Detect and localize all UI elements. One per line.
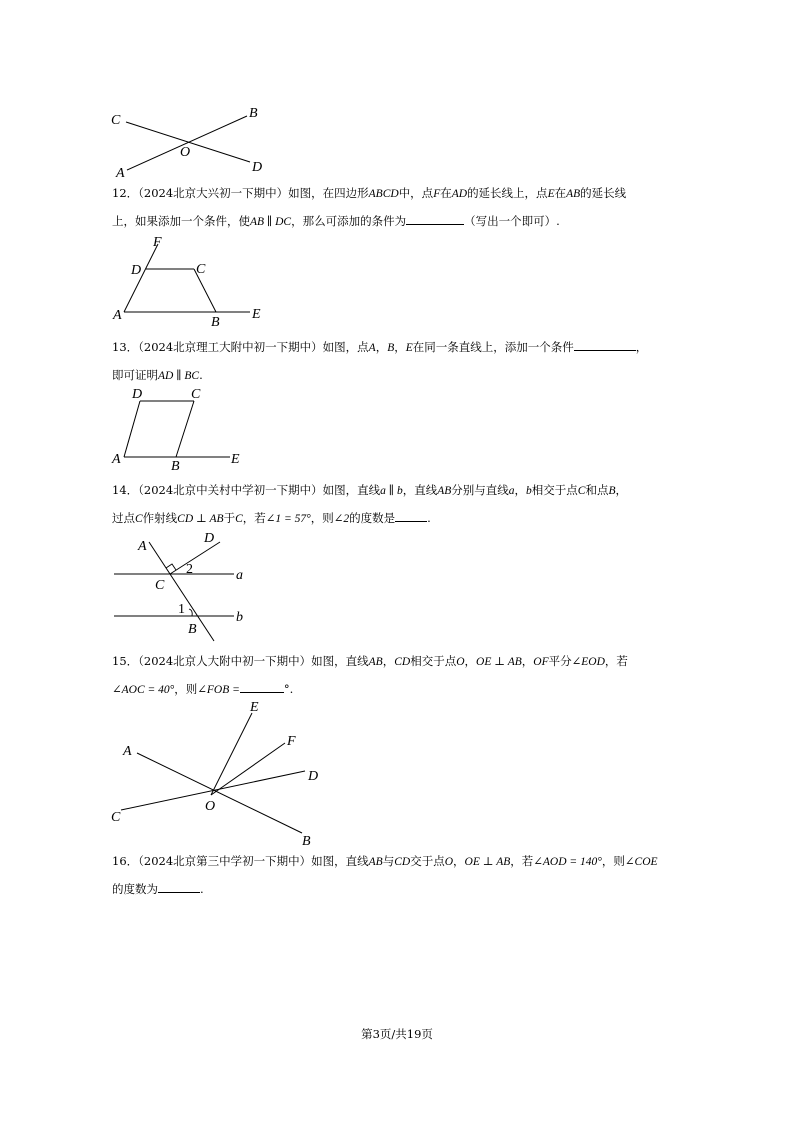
question-12 xyxy=(112,180,682,236)
line-ab xyxy=(127,116,247,170)
q15-answer-blank[interactable] xyxy=(240,680,284,693)
q12-text: 中，点 xyxy=(398,186,434,200)
q16-var: CD xyxy=(394,856,411,868)
q14-answer-blank[interactable] xyxy=(395,509,427,522)
q13-text: 在同一条直线上，添加一个条件 xyxy=(412,340,574,354)
q12-text: （写出一个即可）. xyxy=(464,214,560,228)
ray-oe xyxy=(211,713,252,795)
ray-of xyxy=(211,743,285,795)
q15-number: 15． xyxy=(112,654,139,668)
q14-text: ， xyxy=(615,483,627,497)
q13-text: ， xyxy=(635,340,648,354)
q15-var: ∠FOB = xyxy=(197,684,240,696)
label-d: D xyxy=(131,263,142,278)
label-c: C xyxy=(196,262,206,277)
q15-var: ∠EOD xyxy=(571,656,605,668)
q12-var: AD xyxy=(451,188,468,200)
figure-q11 xyxy=(105,100,275,178)
angle-1-arc xyxy=(189,609,192,616)
q16-text: . xyxy=(200,882,204,896)
question-13 xyxy=(112,334,682,390)
q12-text: 的延长线上，点 xyxy=(467,186,548,200)
q14-text: 和点 xyxy=(585,483,609,497)
page-footer: 第3页/共19页 xyxy=(361,1027,433,1041)
label-b: B xyxy=(188,622,197,637)
q14-text: ，则 xyxy=(310,511,334,525)
q15-text: 平分 xyxy=(548,654,572,668)
q14-var: b xyxy=(526,485,532,497)
q16-text: 的度数为 xyxy=(112,882,158,896)
figure-q14 xyxy=(110,528,270,646)
q15-var: OF xyxy=(533,656,549,668)
label-o: O xyxy=(180,145,191,160)
right-angle-mark xyxy=(166,564,176,570)
q13-text: 如图，点 xyxy=(322,340,369,354)
label-a: A xyxy=(113,308,122,323)
q13-var: AD ∥ BC xyxy=(158,370,200,382)
q16-text: ，若 xyxy=(510,854,534,868)
q16-text: 交于点 xyxy=(410,854,445,868)
q12-source: （2024北京大兴初一下期中） xyxy=(138,186,289,200)
q16-text: 如图，直线 xyxy=(311,854,369,868)
label-line-a: a xyxy=(236,568,243,583)
q15-text: °. xyxy=(283,682,294,696)
q12-answer-blank[interactable] xyxy=(406,212,464,225)
question-15 xyxy=(112,648,682,704)
label-angle-2: 2 xyxy=(186,562,193,577)
q12-var: F xyxy=(433,188,441,200)
q13-source: （2024北京理工大附中初一下期中） xyxy=(138,340,323,354)
q12-var: ABCD xyxy=(368,188,399,200)
q15-text: 相交于点 xyxy=(410,654,457,668)
label-b: B xyxy=(171,459,180,474)
label-e: E xyxy=(252,307,261,322)
q14-text: 的度数是 xyxy=(349,511,396,525)
q13-number: 13． xyxy=(112,340,139,354)
q15-var: O xyxy=(456,656,465,668)
q13-text: 即可证明 xyxy=(112,368,158,382)
q14-text: 于 xyxy=(223,511,236,525)
q14-text: ，若 xyxy=(242,511,266,525)
label-o: O xyxy=(205,799,216,814)
label-d: D xyxy=(132,387,143,402)
q12-var: AB ∥ DC xyxy=(250,216,292,228)
q13-var: A xyxy=(368,342,376,354)
q16-var: ∠AOD = 140° xyxy=(533,856,602,868)
q14-var: CD ⊥ AB xyxy=(177,513,224,525)
label-f: F xyxy=(287,734,296,749)
q14-var: C xyxy=(577,485,586,497)
q13-var: E xyxy=(405,342,413,354)
q13-answer-blank[interactable] xyxy=(574,338,636,351)
q12-text: 在 xyxy=(554,186,567,200)
q15-var: ∠AOC = 40° xyxy=(112,684,175,696)
label-b: B xyxy=(302,834,311,849)
q14-var: ∠2 xyxy=(333,513,350,525)
q15-var: CD xyxy=(394,656,411,668)
line-ab xyxy=(137,753,302,833)
label-c: C xyxy=(155,578,165,593)
q16-var: OE ⊥ AB xyxy=(464,856,511,868)
label-a-point: A xyxy=(138,539,147,554)
label-a: A xyxy=(116,166,125,178)
label-line-b: b xyxy=(236,610,243,625)
q12-var: E xyxy=(547,188,555,200)
q12-text: 在 xyxy=(440,186,452,200)
q12-text: 的延长线 xyxy=(580,186,627,200)
q13-text: ， xyxy=(375,340,388,354)
q12-text: 如图，在四边形 xyxy=(288,186,369,200)
label-angle-1: 1 xyxy=(178,602,185,617)
label-c: C xyxy=(191,387,201,402)
label-c: C xyxy=(111,113,121,128)
q15-text: ， xyxy=(464,654,477,668)
label-b: B xyxy=(211,315,220,330)
q13-text: . xyxy=(199,368,203,382)
q16-var: AB xyxy=(368,856,383,868)
label-d: D xyxy=(252,160,263,175)
label-e: E xyxy=(231,452,240,467)
q13-text: ， xyxy=(394,340,406,354)
q14-number: 14． xyxy=(112,483,139,497)
figure-q13 xyxy=(110,384,250,474)
q16-number: 16． xyxy=(112,854,139,868)
question-14 xyxy=(112,477,682,533)
label-d: D xyxy=(204,531,215,546)
q15-source: （2024北京人大附中初一下期中） xyxy=(138,654,312,668)
q14-text: . xyxy=(427,511,431,525)
q14-text: ， xyxy=(514,483,527,497)
q12-number: 12． xyxy=(112,186,139,200)
q12-var: AB xyxy=(566,188,581,200)
q16-var: ∠COE xyxy=(624,856,658,868)
label-e: E xyxy=(250,700,259,715)
q14-text: ，直线 xyxy=(402,483,438,497)
q12-text: 上，如果添加一个条件，使 xyxy=(112,214,250,228)
q16-answer-blank[interactable] xyxy=(158,880,200,893)
q14-text: 过点 xyxy=(112,511,135,525)
figure-q15 xyxy=(105,697,330,852)
line-af xyxy=(124,244,158,312)
figure-q12 xyxy=(110,234,280,330)
q16-text: ，则 xyxy=(601,854,625,868)
q14-var: a xyxy=(508,485,515,497)
q15-var: OE ⊥ AB xyxy=(476,656,522,668)
q15-text: ， xyxy=(382,654,395,668)
q14-text: 作射线 xyxy=(142,511,178,525)
line-da xyxy=(124,401,140,457)
q14-var: B xyxy=(608,485,616,497)
q14-var: C xyxy=(235,513,243,525)
q16-text: ， xyxy=(453,854,465,868)
q14-var: AB xyxy=(437,485,452,497)
q15-var: AB xyxy=(368,656,383,668)
q15-text: ，则 xyxy=(174,682,198,696)
question-16 xyxy=(112,848,682,903)
q15-text: ， xyxy=(521,654,534,668)
ray-cd xyxy=(170,542,220,574)
q14-text: 如图，直线 xyxy=(322,483,381,497)
q16-text: 与 xyxy=(382,854,395,868)
q12-text: ，那么可添加的条件为 xyxy=(291,214,407,228)
q15-text: 如图，直线 xyxy=(311,654,369,668)
q15-text: ，若 xyxy=(604,654,628,668)
label-c: C xyxy=(111,810,121,825)
label-d: D xyxy=(308,769,319,784)
q14-text: 分别与直线 xyxy=(451,483,509,497)
label-a: A xyxy=(112,452,121,467)
label-f: F xyxy=(153,235,162,250)
label-a: A xyxy=(123,744,132,759)
line-cb xyxy=(176,401,194,457)
q13-var: B xyxy=(387,342,395,354)
q14-var: a ∥ b xyxy=(380,485,403,497)
q14-var: ∠1 = 57° xyxy=(265,513,311,525)
q14-text: 相交于点 xyxy=(531,483,578,497)
q14-var: C xyxy=(135,513,143,525)
q16-source: （2024北京第三中学初一下期中） xyxy=(138,854,312,868)
q16-var: O xyxy=(444,856,454,868)
q14-source: （2024北京中关村中学初一下期中） xyxy=(138,483,323,497)
label-b: B xyxy=(249,106,258,121)
